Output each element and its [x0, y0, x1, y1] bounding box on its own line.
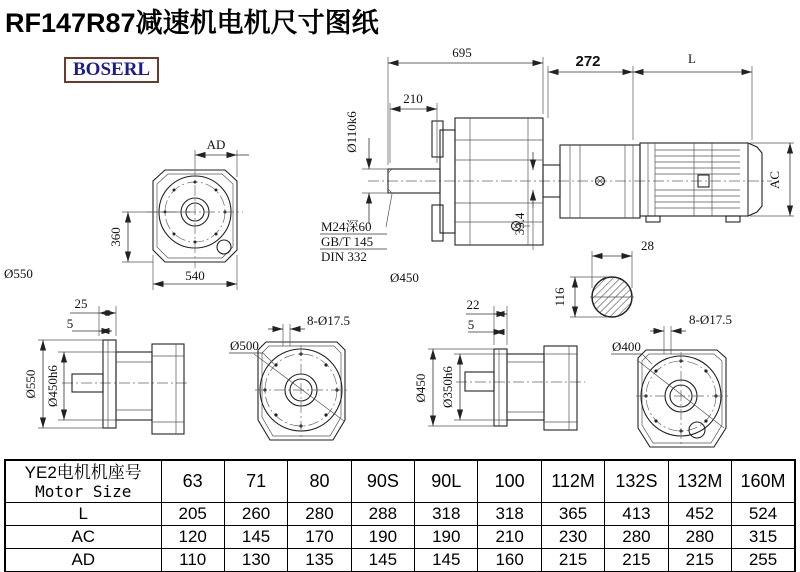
- row-label: AD: [5, 549, 161, 572]
- dim-l-label: L: [688, 51, 696, 66]
- table-cell: 280: [668, 526, 731, 549]
- dim-360-label: 360: [108, 227, 123, 247]
- dim-shaft-dia: [344, 111, 388, 224]
- table-cell: 215: [668, 549, 731, 572]
- dim-shaft-dia-label: Ø110k6: [344, 111, 359, 153]
- output-flange-front-view-small: [611, 312, 732, 447]
- thread-note-line3: DIN 332: [321, 249, 367, 264]
- table-cell: 210: [478, 526, 541, 549]
- dim-d350h6: [440, 354, 507, 420]
- table-cell: 315: [732, 526, 795, 549]
- dim-210-label: 210: [403, 91, 423, 106]
- dim-d550-label: Ø550: [23, 369, 38, 399]
- table-cell: 280: [605, 526, 668, 549]
- dim-695-label: 695: [452, 45, 472, 60]
- dim-d450h6-label: Ø450h6: [45, 365, 60, 407]
- gearbox-motor-side-view: [320, 45, 794, 285]
- dim-d450b-label: Ø450: [413, 373, 428, 403]
- table-cell: 145: [415, 549, 478, 572]
- table-header-motor-size: [5, 460, 161, 503]
- dim-540-label: 540: [185, 268, 205, 283]
- table-cell: 190: [415, 526, 478, 549]
- dim-210: [390, 91, 437, 163]
- label-d450: Ø450: [390, 270, 419, 285]
- motor-body: [640, 143, 762, 222]
- table-cell: 130: [224, 549, 287, 572]
- dim-ad: [195, 137, 249, 177]
- dim-272: [548, 53, 633, 140]
- dim-272-label: 272: [575, 53, 601, 70]
- shaft-section-view: [552, 238, 654, 317]
- table-cell: 318: [478, 503, 541, 526]
- dim-5b-label: 5: [467, 317, 475, 332]
- dim-116-label: 116: [552, 287, 567, 307]
- table-cell: 160: [478, 549, 541, 572]
- output-flange-front-view-large: [229, 313, 350, 440]
- col-header-160m: 160M: [732, 460, 795, 503]
- adapter-housing: [543, 145, 640, 218]
- table-row-ad: [5, 549, 795, 572]
- dim-540: [153, 255, 237, 290]
- dim-ac: [750, 143, 794, 216]
- flange-front-b-outline: [636, 350, 728, 447]
- col-header-63: 63: [161, 460, 224, 503]
- table-cell: 288: [351, 503, 414, 526]
- flange-front-a-outline: [254, 342, 348, 440]
- table-cell: 318: [415, 503, 478, 526]
- col-header-71: 71: [224, 460, 287, 503]
- dim-bolt-circle-a-label: Ø500: [230, 338, 259, 353]
- dim-25: [70, 296, 116, 336]
- table-cell: 170: [288, 526, 351, 549]
- gearbox-front-view: [4, 137, 249, 290]
- table-cell: 452: [668, 503, 731, 526]
- table-cell: 413: [605, 503, 668, 526]
- dim-holes-b: [650, 312, 732, 354]
- table-cell: 524: [732, 503, 795, 526]
- dim-holes-a-label: 8-Ø17.5: [307, 313, 350, 328]
- table-row-ac: [5, 526, 795, 549]
- table-cell: 365: [541, 503, 604, 526]
- table-cell: 260: [224, 503, 287, 526]
- table-cell: 135: [288, 549, 351, 572]
- col-header-90s: 90S: [351, 460, 414, 503]
- dim-ad-label: AD: [206, 137, 226, 152]
- thread-note: [320, 194, 392, 264]
- col-header-90l: 90L: [415, 460, 478, 503]
- dim-ac-label: AC: [767, 170, 782, 190]
- housing-outline: [147, 166, 243, 268]
- table-cell: 190: [351, 526, 414, 549]
- col-header-80: 80: [288, 460, 351, 503]
- dim-bolt-circle-b: [611, 339, 652, 364]
- table-header-en: Motor Size: [35, 481, 132, 501]
- dim-22-label: 22: [466, 297, 480, 312]
- table-cell: 215: [541, 549, 604, 572]
- col-header-100: 100: [478, 460, 541, 503]
- dim-360: [108, 212, 190, 262]
- row-label: L: [5, 503, 161, 526]
- table-cell: 205: [161, 503, 224, 526]
- table-cell: 145: [224, 526, 287, 549]
- dim-5b: [468, 317, 504, 332]
- table-row-l: [5, 503, 795, 526]
- dim-5a: [67, 316, 112, 331]
- table-cell: 215: [605, 549, 668, 572]
- flange-side-b-outline: [465, 346, 577, 430]
- dim-holes-b-label: 8-Ø17.5: [689, 312, 732, 327]
- output-flange-side-view-large: [23, 296, 190, 434]
- table-cell: 145: [351, 549, 414, 572]
- table-cell: 230: [541, 526, 604, 549]
- dim-5a-label: 5: [66, 316, 74, 331]
- table-cell: 120: [161, 526, 224, 549]
- thread-note-line2: GB/T 145: [321, 234, 374, 249]
- col-header-112m: 112M: [541, 460, 604, 503]
- row-label: AC: [5, 526, 161, 549]
- dim-holes-a: [268, 313, 350, 346]
- dim-bolt-circle-b-label: Ø400: [612, 339, 641, 354]
- output-flange-side-view-small: [413, 297, 585, 430]
- page-title: RF147R87减速机电机尺寸图纸: [5, 8, 379, 38]
- table-cell: 280: [288, 503, 351, 526]
- table-cell: 255: [732, 549, 795, 572]
- label-d550: Ø550: [4, 266, 33, 281]
- dim-28-label: 28: [641, 238, 654, 253]
- table-cell: 110: [161, 549, 224, 572]
- dim-d450h6: [45, 352, 116, 420]
- dim-d350h6-label: Ø350h6: [440, 366, 455, 408]
- col-header-132m: 132M: [668, 460, 731, 503]
- table-header-cn: YE2电机机座号: [24, 462, 142, 482]
- dim-d550: [23, 340, 103, 428]
- motor-size-table: [4, 459, 796, 572]
- dim-25-label: 25: [74, 296, 88, 311]
- dim-33-4: [512, 152, 533, 250]
- dim-l: [633, 51, 752, 140]
- col-header-132s: 132S: [605, 460, 668, 503]
- thread-note-line1: M24深60: [321, 219, 372, 234]
- dim-33-4-label: 33.4: [512, 212, 527, 236]
- brand-logo: BOSERL: [64, 57, 159, 83]
